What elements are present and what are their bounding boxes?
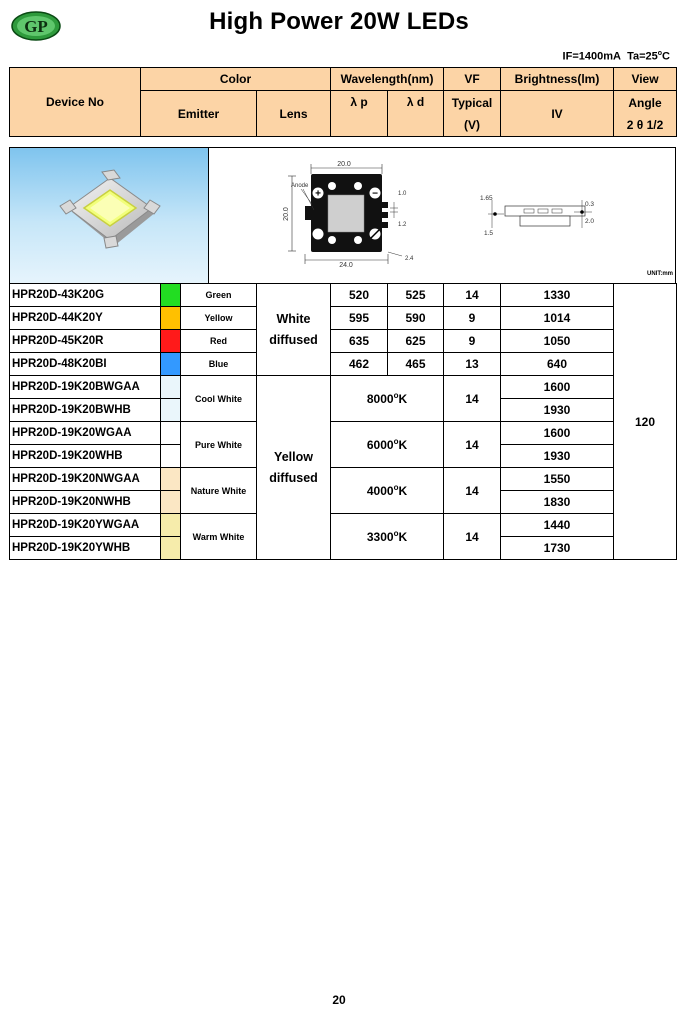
lambda-d-value: 590 bbox=[388, 307, 444, 330]
lens-white-diffused: White diffused bbox=[257, 284, 331, 376]
lambda-p-value: 635 bbox=[331, 330, 388, 353]
table-row bbox=[10, 514, 677, 537]
ta-condition: Ta=25 bbox=[627, 50, 658, 63]
kelvin-unit: K bbox=[398, 530, 408, 544]
device-number: HPR20D-48K20BI bbox=[10, 353, 161, 376]
brightness-value: 1930 bbox=[501, 399, 614, 422]
color-swatch bbox=[161, 399, 181, 422]
color-header: Color bbox=[141, 68, 331, 91]
dimension-drawing bbox=[208, 148, 675, 283]
vf-value: 14 bbox=[444, 422, 501, 468]
vf-value: 9 bbox=[444, 330, 501, 353]
device-number: HPR20D-45K20R bbox=[10, 330, 161, 353]
lambda-d-value: 525 bbox=[388, 284, 444, 307]
dim-width: 20.0 bbox=[337, 161, 351, 168]
dim-s2: 1.5 bbox=[484, 230, 494, 237]
color-temperature: 3300$^o$K bbox=[331, 514, 444, 560]
brightness-value: 1830 bbox=[501, 491, 614, 514]
vf-value: 14 bbox=[444, 284, 501, 307]
color-swatch bbox=[161, 514, 181, 537]
brightness-value: 1440 bbox=[501, 514, 614, 537]
kelvin-unit: K bbox=[398, 484, 408, 498]
color-swatch bbox=[161, 330, 181, 353]
view-angle-value: 120 bbox=[614, 284, 677, 560]
color-swatch bbox=[161, 491, 181, 514]
lambda-d-header: λ d bbox=[388, 91, 444, 137]
angle-label: Angle bbox=[628, 95, 662, 110]
dim-d3: 2.4 bbox=[405, 256, 414, 262]
temp-unit: C bbox=[662, 50, 670, 63]
kelvin-unit: K bbox=[398, 438, 408, 452]
emitter-color: Cool White bbox=[181, 376, 257, 422]
vf-typical-header bbox=[444, 91, 501, 137]
cct-value: 3300 bbox=[366, 530, 394, 544]
color-swatch bbox=[161, 422, 181, 445]
kelvin-unit: K bbox=[398, 392, 408, 406]
view-angle-header bbox=[614, 91, 677, 137]
lens-yellow-diffused: Yellow diffused bbox=[257, 376, 331, 560]
vf-value: 14 bbox=[444, 514, 501, 560]
brightness-value: 1330 bbox=[501, 284, 614, 307]
test-conditions: IF=1400mA $Ta=25^oC$ bbox=[562, 50, 670, 63]
page-number: 20 bbox=[332, 993, 346, 1007]
vf-value: 14 bbox=[444, 376, 501, 422]
dim-height: 20.0 bbox=[283, 207, 290, 221]
cct-value: 8000 bbox=[366, 392, 394, 406]
table-row bbox=[10, 284, 677, 307]
table-row bbox=[10, 422, 677, 445]
led-photo bbox=[10, 148, 209, 283]
wavelength-header: Wavelength(nm) bbox=[331, 68, 444, 91]
color-swatch bbox=[161, 284, 181, 307]
brightness-header: Brightness(lm) bbox=[501, 68, 614, 91]
brightness-value: 640 bbox=[501, 353, 614, 376]
brightness-value: 1050 bbox=[501, 330, 614, 353]
vf-header: VF bbox=[444, 68, 501, 91]
dim-d1: 1.0 bbox=[398, 191, 407, 197]
emitter-color: Green bbox=[181, 284, 257, 307]
lambda-p-value: 462 bbox=[331, 353, 388, 376]
color-swatch bbox=[161, 445, 181, 468]
dim-d2: 1.2 bbox=[398, 222, 407, 228]
emitter-header: Emitter bbox=[141, 91, 257, 137]
color-temperature: 6000$^o$K bbox=[331, 422, 444, 468]
lambda-p-header: λ p bbox=[331, 91, 388, 137]
cct-value: 6000 bbox=[366, 438, 394, 452]
lens-header: Lens bbox=[257, 91, 331, 137]
device-number: HPR20D-19K20BWHB bbox=[10, 399, 161, 422]
device-number: HPR20D-19K20NWHB bbox=[10, 491, 161, 514]
table-row bbox=[10, 376, 677, 399]
iv-header: IV bbox=[501, 91, 614, 137]
brightness-value: 1600 bbox=[501, 376, 614, 399]
view-header: View bbox=[614, 68, 677, 91]
emitter-color: Pure White bbox=[181, 422, 257, 468]
v-unit-label: (V) bbox=[464, 117, 481, 132]
device-number: HPR20D-19K20YWHB bbox=[10, 537, 161, 560]
lambda-p-value: 595 bbox=[331, 307, 388, 330]
theta-label: 2 θ 1/2 bbox=[626, 117, 664, 132]
device-no-header: Device No bbox=[10, 68, 141, 137]
brightness-value: 1014 bbox=[501, 307, 614, 330]
dim-s4: 2.0 bbox=[585, 218, 595, 225]
product-image-row bbox=[9, 147, 676, 284]
brightness-value: 1730 bbox=[501, 537, 614, 560]
emitter-color: Blue bbox=[181, 353, 257, 376]
device-number: HPR20D-19K20BWGAA bbox=[10, 376, 161, 399]
brightness-value: 1550 bbox=[501, 468, 614, 491]
vf-value: 9 bbox=[444, 307, 501, 330]
color-swatch bbox=[161, 353, 181, 376]
emitter-color: Warm White bbox=[181, 514, 257, 560]
led-chip-image bbox=[10, 148, 208, 283]
logo-text: GP bbox=[24, 17, 48, 36]
brightness-value: 1930 bbox=[501, 445, 614, 468]
device-number: HPR20D-19K20NWGAA bbox=[10, 468, 161, 491]
svg-text:+: + bbox=[315, 188, 321, 200]
color-swatch bbox=[161, 376, 181, 399]
color-swatch bbox=[161, 468, 181, 491]
dim-s3: 0.3 bbox=[585, 201, 595, 208]
page-title: High Power 20W LEDs bbox=[209, 8, 469, 35]
table-row bbox=[10, 307, 677, 330]
lambda-d-value: 625 bbox=[388, 330, 444, 353]
unit-label: UNIT:mm bbox=[646, 271, 673, 277]
lambda-d-value: 465 bbox=[388, 353, 444, 376]
emitter-color: Yellow bbox=[181, 307, 257, 330]
cct-value: 4000 bbox=[366, 484, 394, 498]
table-row bbox=[10, 330, 677, 353]
color-temperature: 8000$^o$K bbox=[331, 376, 444, 422]
typical-label: Typical bbox=[451, 95, 493, 110]
led-spec-table bbox=[9, 283, 677, 560]
device-number: HPR20D-43K20G bbox=[10, 284, 161, 307]
anode-label: Anode bbox=[291, 183, 309, 189]
spec-header bbox=[9, 67, 677, 137]
svg-text:−: − bbox=[372, 188, 378, 200]
table-row bbox=[10, 353, 677, 376]
dim-bottom: 24.0 bbox=[339, 262, 353, 269]
lambda-p-value: 520 bbox=[331, 284, 388, 307]
color-temperature: 4000$^o$K bbox=[331, 468, 444, 514]
vf-value: 13 bbox=[444, 353, 501, 376]
device-number: HPR20D-19K20YWGAA bbox=[10, 514, 161, 537]
device-number: HPR20D-19K20WHB bbox=[10, 445, 161, 468]
color-swatch bbox=[161, 307, 181, 330]
emitter-color: Red bbox=[181, 330, 257, 353]
brightness-value: 1600 bbox=[501, 422, 614, 445]
vf-value: 14 bbox=[444, 468, 501, 514]
device-number: HPR20D-44K20Y bbox=[10, 307, 161, 330]
color-swatch bbox=[161, 537, 181, 560]
if-condition: IF=1400mA bbox=[562, 50, 621, 63]
emitter-color: Nature White bbox=[181, 468, 257, 514]
table-row bbox=[10, 468, 677, 491]
dim-s1: 1.65 bbox=[480, 195, 493, 202]
device-number: HPR20D-19K20WGAA bbox=[10, 422, 161, 445]
